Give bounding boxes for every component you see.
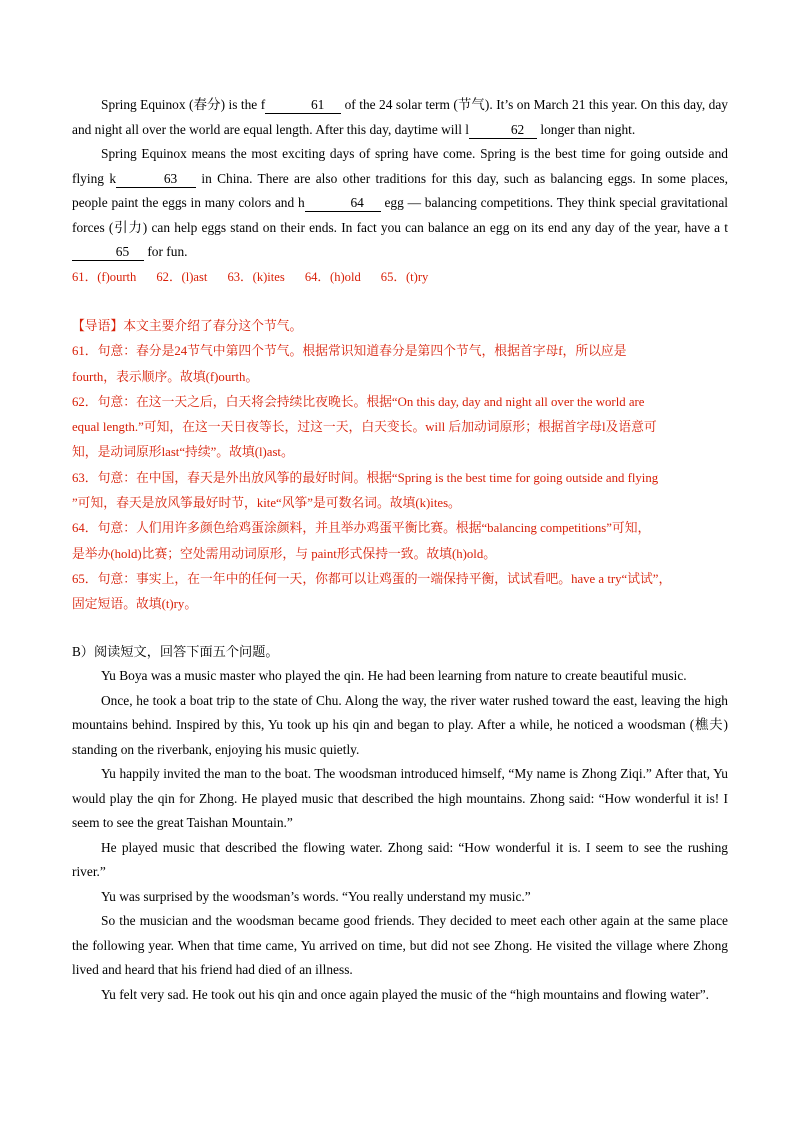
passage-text: for fun.	[144, 244, 188, 259]
explanation-62-line-3: 知，是动词原形last“持续”。故填(l)ast。	[72, 445, 294, 460]
intro-note: 【导语】本文主要介绍了春分这个节气。	[72, 319, 303, 333]
answer-61: 61．(f)ourth	[72, 269, 137, 284]
passage-b-paragraph: Once, he took a boat trip to the state of Chu. Along the way, the river water rushed toward the east, leaving the high mountains behind. Inspired by this, Yu took up his qin and began to play. After a while, he noticed a woodsman (樵夫) standing on the riverbank, enjoying his music quietly.	[72, 692, 728, 757]
passage-text: in China. There are also other traditions for this day, such as balancing eggs. In some places, people paint the eggs in many colors and h	[72, 170, 728, 210]
explanations	[72, 314, 728, 618]
explanation-64-line-1: 64．句意：人们用许多颜色给鸡蛋涂颜料，并且举办鸡蛋平衡比赛。根据“balancing competitions”可知，	[72, 521, 651, 536]
answer-65: 65．(t)ry	[380, 269, 429, 284]
explanation-61-line-2: fourth，表示顺序。故填(f)ourth。	[72, 369, 259, 384]
passage-b-paragraph: Yu felt very sad. He took out his qin and once again played the music of the “high mountains and flowing water”.	[101, 986, 710, 1002]
passage-text: longer than night.	[537, 121, 636, 137]
answer-63: 63．(k)ites	[227, 269, 285, 284]
passage-b-paragraph: Yu happily invited the man to the boat. The woodsman introduced himself, “My name is Zhong Ziqi.” After that, Yu would play the qin for Zhong. He played music that described the high mountains. Zhong said: “How wonderful it is! I seem to see the great Taishan Mountain.”	[72, 766, 728, 831]
passage-text: Spring Equinox means the most exciting days of spring have come. Spring is the best time for going outside and flying k	[72, 146, 728, 186]
explanation-62-line-2: equal length.”可知，在这一天日夜等长，过这一天，白天变长。will 后加动词原形；根据首字母l及语意可	[72, 420, 657, 435]
explanation-63-line-2: ”可知，春天是放风筝最好时节，kite“风筝”是可数名词。故填(k)ites。	[72, 496, 461, 511]
passage-a-paragraph-2	[72, 142, 728, 265]
explanation-63-line-1: 63．句意：在中国，春天是外出放风筝的最好时间。根据“Spring is the best time for going outside and flying	[72, 470, 659, 485]
explanation-64-line-2: 是举办(hold)比赛；空处需用动词原形，与 paint形式保持一致。故填(h)old。	[72, 546, 497, 561]
passage-text: Spring Equinox (春分) is the f	[101, 97, 266, 112]
blank-61[interactable]: 61	[265, 97, 341, 114]
document-page	[72, 93, 728, 1007]
passage-text: of the 24 solar term (节气). It’s on March 21 this year. On this day, day and night all over the world are equal length. After this day, daytime will l	[72, 97, 728, 137]
blank-62[interactable]: 62	[469, 122, 537, 139]
passage-b-paragraph: So the musician and the woodsman became good friends. They decided to meet each other again at the same place the following year. When that time came, Yu arrived on time, but did not see Zhong. He visited the village where Zhong lived and heard that his friend had died of an illness.	[72, 913, 728, 978]
passage-b-paragraph: He played music that described the flowing water. Zhong said: “How wonderful it is. I seem to see the rushing river.”	[72, 839, 728, 880]
passage-b-paragraph: Yu Boya was a music master who played the qin. He had been learning from nature to create beautiful music.	[101, 668, 687, 684]
passage-a-paragraph-1	[72, 93, 728, 142]
blank-63[interactable]: 63	[116, 171, 196, 188]
answer-64: 64．(h)old	[304, 269, 361, 284]
section-b-title: B）阅读短文，回答下面五个问题。	[72, 643, 279, 659]
explanation-62-line-1: 62．句意：在这一天之后，白天将会持续比夜晚长。根据“On this day, day and night all over the world are	[72, 394, 645, 409]
passage-b-paragraph: Yu was surprised by the woodsman’s words. “You really understand my music.”	[101, 888, 531, 904]
explanation-65-line-1: 65．句意：事实上，在一年中的任何一天，你都可以让鸡蛋的一端保持平衡，试试看吧。have a try“试试”，	[72, 571, 672, 586]
answer-62: 62．(l)ast	[156, 269, 208, 284]
passage-text: egg — balancing competitions. They think special gravitational forces (引力) can help eggs stand on their ends. In fact you can balance an egg on its end any day of the year, have a t	[72, 195, 728, 235]
explanation-65-line-2: 固定短语。故填(t)ry。	[72, 597, 198, 612]
blank-64[interactable]: 64	[305, 195, 381, 212]
blank-65[interactable]: 65	[72, 244, 144, 261]
explanation-61-line-1: 61．句意：春分是24节气中第四个节气。根据常识知道春分是第四个节气，根据首字母f，所以应是	[72, 344, 627, 359]
answer-key	[72, 265, 728, 290]
